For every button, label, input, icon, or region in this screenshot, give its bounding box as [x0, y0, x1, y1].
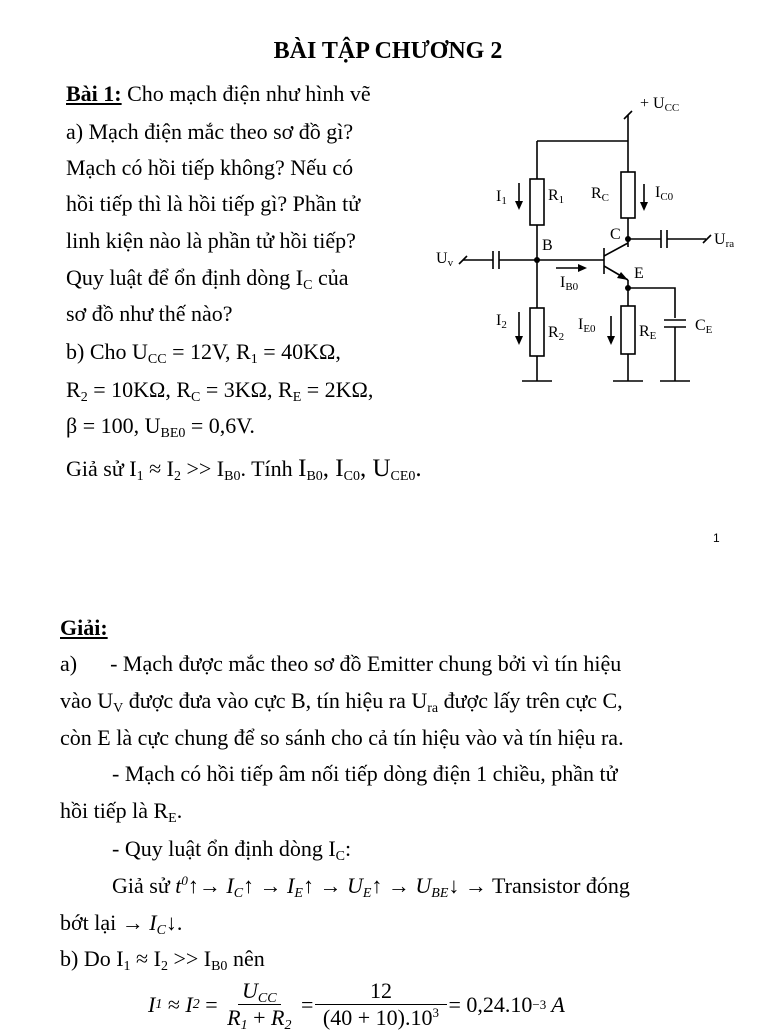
- label-ib0: IB0: [560, 274, 579, 293]
- given-line: β = 100, $U_{BE0} = 0,6V$.: [66, 413, 255, 441]
- solution-line: bớt lại → $I_C↓$.: [60, 910, 183, 938]
- arrowhead: [515, 336, 523, 345]
- solution-heading: Giải:: [60, 615, 108, 640]
- emitter-arrowhead: [617, 272, 628, 280]
- label-uv: Uv: [436, 250, 454, 269]
- label-e: E: [634, 265, 644, 282]
- page-title: BÀI TẬP CHƯƠNG 2: [273, 38, 503, 64]
- label-ic0: IC0: [655, 184, 674, 203]
- junction-dot: [625, 236, 631, 242]
- label-ie0: IE0: [578, 316, 596, 335]
- solution-line: vào $U_V$ được đưa vào cực B, tín hiệu ra $U_{ra}$ được lấy trên cực C,: [60, 688, 623, 716]
- bypass-capacitor: [664, 320, 686, 327]
- given-line: b) Cho $U_{CC} = 12V$, $R_1 = 40K\Omega$,: [66, 339, 341, 367]
- input-capacitor: [493, 251, 499, 269]
- given-line: $R_2 = 10K\Omega$, $R_C = 3K\Omega$, $R_E = 2K\Omega$,: [66, 377, 374, 405]
- transistor-collector: [604, 243, 628, 256]
- label-c: C: [610, 226, 621, 243]
- solution-line: còn E là cực chung để so sánh cho cả tín hiệu vào và tín hiệu ra.: [60, 725, 624, 750]
- question-line: sơ đồ như thế nào?: [66, 301, 233, 326]
- question-line: Mạch có hồi tiếp không? Nếu có: [66, 155, 354, 180]
- problem-heading: [66, 80, 371, 108]
- arrowhead: [607, 336, 615, 345]
- label-i1: I1: [496, 188, 507, 207]
- label-re: RE: [639, 323, 657, 342]
- resistor-r2: [530, 308, 544, 356]
- resistor-re: [621, 306, 635, 354]
- solution-line: a) - Mạch được mắc theo sơ đồ Emitter chung bởi vì tín hiệu: [60, 651, 622, 676]
- circuit-diagram: [430, 85, 760, 395]
- label-ucc: + UCC: [640, 95, 680, 114]
- formula-i1-i2: I 1 ≈ I 2 = $U_{CC}$ $R_1 + R_2$ = $\frac{12}{(40 + 10).10^3}$ = 0,24.10 −3 A: [148, 978, 565, 1033]
- resistor-rc: [621, 172, 635, 218]
- label-r2: R2: [548, 324, 565, 343]
- label-ce: CE: [695, 317, 713, 336]
- fraction: $\frac{12}{(40 + 10).10^3}$: [319, 978, 443, 1031]
- resistor-r1: [530, 179, 544, 225]
- solution-line: hồi tiếp là $R_E$.: [60, 798, 183, 826]
- fraction: $U_{CC}$ $R_1 + R_2$: [227, 978, 292, 1033]
- coupling-capacitor: [661, 230, 667, 248]
- question-line: Quy luật để ổn định dòng $I_C$ của: [66, 265, 349, 293]
- arrowhead: [578, 264, 587, 272]
- junction-dot: [534, 257, 540, 263]
- arrowhead: [640, 202, 648, 211]
- problem-label: Bài 1:: [66, 81, 122, 106]
- arrowhead: [515, 201, 523, 210]
- label-b: B: [542, 237, 553, 254]
- page-number: 1: [713, 531, 720, 545]
- label-i2: I2: [496, 312, 507, 331]
- solution-line: - Mạch có hồi tiếp âm nối tiếp dòng điện 1 chiều, phần tử: [112, 761, 618, 786]
- junction-dot: [625, 285, 631, 291]
- solution-line: b) Do $I_1 \approx I_2 >> I_{B0}$ nên: [60, 946, 265, 974]
- question-line: linh kiện nào là phần tử hồi tiếp?: [66, 228, 356, 253]
- solution-line: - Quy luật ổn định dòng $I_C$:: [112, 836, 352, 864]
- given-line: Giả sử $I_1 \approx I_2 >> I_{B0}$. Tính $I_{B0}$, $I_{C0}$, $U_{CE0}$.: [66, 455, 422, 484]
- question-line: hồi tiếp thì là hồi tiếp gì? Phần tử: [66, 191, 361, 216]
- problem-intro: Cho mạch điện như hình vẽ: [121, 81, 371, 106]
- label-r1: R1: [548, 187, 565, 206]
- label-rc: RC: [591, 185, 610, 204]
- solution-line: Giả sử $t^0↑\to$ $I_C↑$ → $I_E↑$ → $U_E↑$ → $U_{BE}↓$ → Transistor đóng: [112, 873, 630, 901]
- question-line: a) Mạch điện mắc theo sơ đồ gì?: [66, 119, 354, 144]
- label-ura: Ura: [714, 231, 735, 250]
